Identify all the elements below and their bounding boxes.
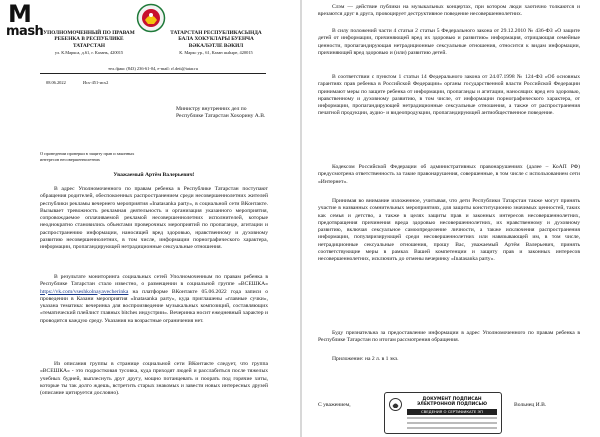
reg-line: [46, 80, 166, 86]
subject-line: О проведении проверки в защиту прав и законных интересов несовершеннолетних: [40, 151, 135, 162]
header-right-address: К. Маркс ур., 61, Казан шәһәре, 420015: [179, 50, 253, 55]
vk-group-link[interactable]: https://vk.com/vseshkolnayavecherinka: [40, 288, 129, 295]
right-paragraph-4: Кодексом Российской Федерации об административных правонарушениях (далее – КоАП РФ) предусмотрена ответственность за такие правонарушения, совершенные, в том числе с использованием сети «Интернет».: [318, 164, 580, 185]
left-paragraph-1: В адрес Уполномоченного по правам ребенка в Республике Татарстан поступают обращения родителей, обеспокоенных распространением среди несовершеннолетних жителей республики рекламы вечернего мероприятия «Inatasanka party», в социальной сети ВКонтакте. Вызывает тревожность рекламная деятельность и организация указанного мероприятия, сопровождаемое оплачиваемой рекламой несовершеннолетних исполнителей, которые неоднократно становились объектами проверочных мероприятий по пропаганде, агитации и распространению информации, наносящей вред здоровью, нравственному и духовному развитию несовершеннолетних, в том числе, информации порнографического характера, информации, пропагандирующей нетрадиционные сексуальные отношения.: [40, 186, 268, 251]
left-paragraph-2: [40, 274, 268, 325]
attachment-line: Приложение: на 2 л. в 1 экз.: [332, 356, 399, 362]
letter-page-2: [302, 0, 600, 437]
right-paragraph-1: Слэм — действие публики на музыкальных концертах, при котором люди хаотично толкаются и врезаются друг в друга, провоцирует деструктивное поведение несовершеннолетних.: [318, 4, 580, 18]
signer-name: Вольнец И.В.: [514, 402, 547, 408]
left-paragraph-2-start: В результате мониторинга социальных сетей Уполномоченным по правам ребенка в Республике Татарстан стало известно, о размещении в социальной группе «ВСЕШКА»: [40, 274, 268, 288]
right-paragraph-3: В соответствии с пунктом 1 статьи 14 Федерального закона от 24.07.1998 № 124-ФЗ «Об основных гарантиях прав ребенка в Российской Федерации» органы государственной власти Российской Федерации принимают меры по защите ребенка от информации, пропаганды и агитации, наносящих вред его здоровью, нравственному и духовному развитию, в том числе, от информации порнографического характера, от информации, пропагандирующей нетрадиционные сексуальные отношения, а также от распространения печатной продукции, аудио- и видеопродукции, пропагандирующей антиобщественное поведение.: [318, 74, 580, 117]
right-paragraph-2: В силу положений части 4 статьи 2 статьи 5 Федерального закона от 29.12.2010 № 436-ФЗ «О защите детей от информации, причиняющей вред их здоровью и развитию» информация, отрицающая семейные ценности, пропагандирующая нетрадиционные сексуальные отношения, относится к видам информации, причиняющей вред здоровью и (или) развитию детей.: [318, 28, 580, 56]
signature-stamp-details: [407, 417, 497, 432]
closing: С уважением,: [318, 402, 351, 408]
signature-stamp-certificate: СВЕДЕНИЯ О СЕРТИФИКАТЕ ЭП: [407, 409, 497, 415]
signature-stamp-title: ДОКУМЕНТ ПОДПИСАН ЭЛЕКТРОННОЙ ПОДПИСЬЮ: [416, 397, 488, 408]
electronic-signature-stamp: [384, 392, 502, 434]
tatarstan-emblem-icon: [136, 3, 166, 33]
right-paragraph-5: Принимая во внимание изложенное, учитывая, что дети Республики Татарстан также могут принять участие в названных сомнительных мероприятиях, для защиты конституционно значимых ценностей, таких как семья и детство, а также в целях защиты прав и законных интересов несовершеннолетних, предотвращения причинения вреда здоровью несовершеннолетних, их нравственному и духовному развитию, включая сексуальное самоопределение личности, а также исключения распространения информации, популяризирующей среди несовершеннолетних или навязывающей им, в том числе, нетрадиционные сексуальные отношения, прошу Вас, уважаемый Артём Валерьевич, принять соответствующие меры в рамках Вашей компетенции и защиту прав и законных интересов несовершеннолетних, исключить до отмены вечеринку «Inatasanka party».: [318, 198, 580, 263]
addressee: Министру внутренних дел по Республике Татарстан Хохорину А.В.: [176, 106, 266, 120]
right-paragraph-6: Буду признательна за предоставление информации в адрес Уполномоченного по правам ребенка в Республике Татарстан по итогам рассмотрения обращения.: [318, 330, 580, 344]
header-contacts: тел./факс (843) 236-61-04, e-mail: rf.deti@tatar.ru: [108, 66, 198, 71]
doc-number: Исх-451-исх2: [82, 80, 109, 85]
header-divider: [40, 73, 266, 74]
mash-m-glyph: M: [8, 0, 32, 28]
header-left-address: ул. К.Маркса, д.61, г. Казань, 420015: [54, 50, 124, 55]
left-paragraph-3: Из описания группы в странице социальной сети ВКонтакте следует, что группа «ВСЕШКА» - это подростковая тусовка, куда приходят людей и расслабиться после тяжелых учебных будней, выплеснуть друг другу, мощно потанцевать и поорать под горячие хиты, которые ты так долго ждешь, встретить старых знакомых и завести новых интересных друзей (описание цитируется дословно).: [40, 361, 268, 397]
header-left-org: УПОЛНОМОЧЕННЫЙ ПО ПРАВАМ РЕБЕНКА В РЕСПУБЛИКЕ ТАТАРСТАН: [43, 30, 135, 49]
mash-brand-text: mash: [6, 24, 44, 39]
signature-emblem-icon: [389, 398, 402, 411]
doc-date: 08.06.2022: [46, 80, 66, 85]
left-paragraph-2-end: на платформе ВКонтакте 05.06.2022 года записи о проведении в Казани мероприятия «Inatasanka party», куда приглашены «главные сучки», указана тематика: вечеринка для воспроизведение музыкальных композиций, составляющих «тематический плейлист главных bitches индустрии». Вечеринка носит ежедневный характер и проводится каждую среду. Указания на возрастные ограничения нет.: [40, 288, 268, 324]
greeting: Уважаемый Артём Валерьевич!: [113, 172, 195, 178]
header-right-org: ТАТАРСТАН РЕСПУБЛИКАСЫНДА БАЛА ХОКУКЛАРЫ БУЕНЧА ВӘКАЛӘТЛЕ ВӘКИЛ: [170, 30, 262, 49]
